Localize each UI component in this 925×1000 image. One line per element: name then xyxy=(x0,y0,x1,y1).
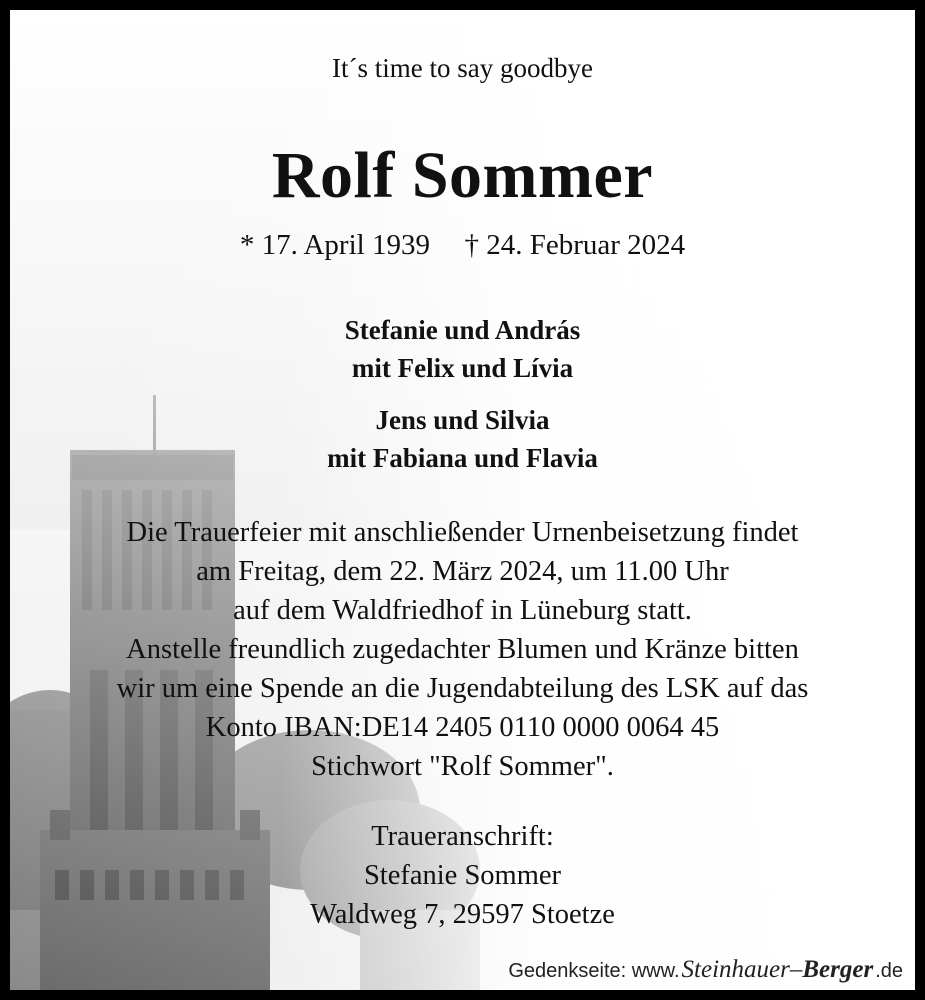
family-line: Stefanie und András xyxy=(344,315,581,345)
obituary-text xyxy=(10,10,915,990)
body-line: am Freitag, dem 22. März 2024, um 11.00 Uhr xyxy=(196,556,729,587)
footer-suffix: .de xyxy=(875,960,903,982)
family-line: Jens und Silvia xyxy=(375,405,550,435)
deceased-name: Rolf Sommer xyxy=(271,139,654,212)
death-date: † 24. Februar 2024 xyxy=(464,229,686,261)
body-line: Anstelle freundlich zugedachter Blumen und Kränze bitten xyxy=(126,634,799,665)
body-line: wir um eine Spende an die Jugendabteilung des LSK auf das xyxy=(116,673,809,704)
footer-prefix: Gedenkseite: www. xyxy=(508,960,680,982)
steinhauer-berger-logo: Steinhauer–Berger xyxy=(681,956,874,983)
address-name: Stefanie Sommer xyxy=(363,860,562,891)
family-line: mit Fabiana und Flavia xyxy=(327,443,598,473)
body-line: Stichwort "Rolf Sommer". xyxy=(311,751,614,782)
address-street: Waldweg 7, 29597 Stoetze xyxy=(310,899,615,930)
family-line: mit Felix und Lívia xyxy=(351,353,574,383)
address-label: Traueranschrift: xyxy=(371,821,554,852)
birth-date: * 17. April 1939 xyxy=(239,229,430,261)
memorial-page-link[interactable] xyxy=(508,956,903,984)
body-line: Die Trauerfeier mit anschließender Urnenbeisetzung findet xyxy=(126,517,799,548)
body-line: auf dem Waldfriedhof in Lüneburg statt. xyxy=(233,595,692,626)
body-line: Konto IBAN:DE14 2405 0110 0000 0064 45 xyxy=(205,712,720,743)
tagline: It´s time to say goodbye xyxy=(332,53,593,83)
life-dates xyxy=(10,229,915,262)
